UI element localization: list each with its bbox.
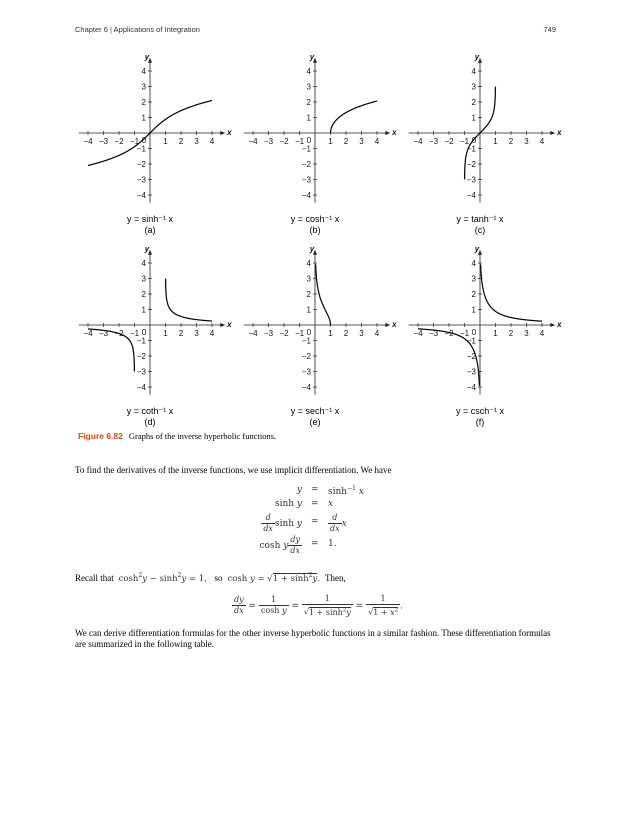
graph-d-y-tick-label: 1 (141, 305, 146, 315)
graph-b-y-tick-label: −1 (301, 144, 311, 154)
graph-f-origin-label: 0 (471, 328, 477, 337)
graph-e-y-tick-label: 4 (306, 259, 311, 268)
graph-d-y-tick-label: −3 (136, 367, 146, 377)
graph-a-x-tick-label: −3 (98, 137, 109, 146)
graph-d-x-arrow (220, 323, 225, 327)
graph-f-y-tick-label: 3 (471, 274, 476, 284)
graph-a-y-name: y (144, 52, 150, 62)
graph-e-x-tick-label: −2 (279, 329, 289, 338)
graph-e-x-tick-label: −1 (294, 329, 305, 338)
graph-b-y-tick-label: −2 (301, 160, 311, 169)
graph-e-y-tick-label: 2 (306, 290, 311, 299)
graph-a-x-tick-label: −1 (129, 137, 140, 146)
graph-f-y-tick-label: −1 (466, 336, 476, 346)
graph-c-x-tick-label: −3 (428, 137, 439, 146)
graph-c-y-name: y (474, 52, 480, 62)
graph-b-x-arrow (385, 131, 390, 135)
graph-e-y-tick-label: −3 (301, 367, 311, 377)
graph-c-x-tick-label: 1 (493, 137, 498, 146)
graph-c-x-arrow (550, 131, 555, 135)
graph-d-y-tick-label: −1 (136, 336, 146, 346)
graph-c-x-tick-label: −2 (444, 137, 454, 146)
graph-e-x-tick-label: 4 (374, 329, 380, 338)
graph-a-y-tick-label: −3 (136, 175, 146, 185)
graph-d-y-tick-label: 3 (141, 274, 146, 284)
graph-f-y-tick-label: −2 (466, 352, 476, 361)
graph-c-y-tick-label: 4 (471, 67, 476, 76)
graph-a-y-tick-label: 2 (141, 98, 146, 107)
graph-a-y-tick-label: −1 (136, 144, 146, 154)
graph-a-y-tick-label: −4 (136, 191, 146, 200)
figure-caption (78, 431, 276, 441)
graph-c-x-tick-label: −1 (459, 137, 470, 146)
graph-c-y-tick-label: −2 (466, 160, 476, 169)
graph-a-x-tick-label: 4 (209, 137, 215, 146)
graph-b-caption: y = cosh⁻¹ x (b) (290, 214, 340, 235)
graph-b-y-tick-label: 3 (306, 82, 311, 92)
graph-c-x-tick-label: 3 (524, 137, 529, 146)
graph-a-origin-label: 0 (141, 136, 147, 145)
graph-f-y-tick-label: −3 (466, 367, 476, 377)
graph-a-x-arrow (220, 131, 225, 135)
graph-e-curve (316, 264, 331, 325)
graph-b-x-tick-label: 2 (343, 137, 349, 146)
graph-b-origin-label: 0 (306, 136, 312, 145)
graph-c-y-tick-label: 2 (471, 98, 476, 107)
graph-f-y-tick-label: 1 (471, 305, 476, 315)
graph-f-x-tick-label: −4 (413, 329, 423, 338)
graph-b-y-tick-label: 2 (306, 98, 311, 107)
graph-b-y-tick-label: −3 (301, 175, 311, 185)
graph-f-caption: y = csch⁻¹ x (f) (455, 406, 504, 427)
graph-f-y-tick-label: 2 (471, 290, 476, 299)
graph-c-origin-label: 0 (471, 136, 477, 145)
graph-e-x-tick-label: −4 (248, 329, 258, 338)
graph-b-x-tick-label: 4 (374, 137, 380, 146)
graph-b-y-tick-label: −4 (301, 191, 311, 200)
graph-c-caption: y = tanh⁻¹ x (c) (456, 214, 504, 235)
page-number: 749 (543, 25, 556, 34)
graph-d-x-tick-label: −2 (114, 329, 124, 338)
graph-b-x-tick-label: −4 (248, 137, 258, 146)
graph-e-x-tick-label: 1 (328, 329, 333, 338)
graph-f-x-tick-label: 4 (539, 329, 545, 338)
graph-a-caption: y = sinh⁻¹ x (a) (126, 214, 173, 235)
graph-f-x-tick-label: 2 (508, 329, 514, 338)
graph-c-x-tick-label: −4 (413, 137, 423, 146)
graph-e-x-tick-label: −3 (263, 329, 274, 338)
graph-e-x-tick-label: 2 (343, 329, 349, 338)
graph-d-origin-label: 0 (141, 328, 147, 337)
graph-b-x-name: x (392, 128, 397, 137)
graph-f-x-tick-label: −2 (444, 329, 454, 338)
graph-a-y-tick-label: 1 (141, 113, 146, 123)
graph-f-y-name: y (474, 244, 480, 254)
graph-a-x-tick-label: −2 (114, 137, 124, 146)
graph-f-y-tick-label: 4 (471, 259, 476, 268)
graph-d-x-tick-label: −3 (98, 329, 109, 338)
derivative-result-equation: $\frac{dy}{dx}$ = $\frac{1}{\text{cosh y}}$ = $\frac{1}{√1 + \sinh^2y}$ = $\frac{1}{√1 + x^2}$ . (234, 594, 403, 617)
graph-c-y-tick-label: −1 (466, 144, 476, 154)
graph-a-x-name: x (227, 128, 232, 137)
graph-f-x-tick-label: 1 (493, 329, 498, 338)
graph-e-caption: y = sech⁻¹ x (e) (290, 406, 340, 427)
graph-d-x-name: x (227, 320, 232, 329)
graph-e-x-arrow (385, 323, 390, 327)
graph-a-x-tick-label: 3 (194, 137, 199, 146)
graph-e-y-tick-label: −4 (301, 383, 311, 392)
graph-a-y-tick-label: 3 (141, 82, 146, 92)
graph-f-x-name: x (557, 320, 562, 329)
closing-paragraph: We can derive differentiation formulas for the other inverse hyperbolic functions in a similar fashion. These differentiation formulas are summarized in the following table. (75, 628, 551, 649)
graph-c-y-tick-label: 1 (471, 113, 476, 123)
graph-e-y-name: y (309, 244, 315, 254)
graph-a-x-tick-label: −4 (83, 137, 93, 146)
running-header-chapter: Chapter 6 | Applications of Integration (75, 25, 200, 34)
graph-e-y-tick-label: 3 (306, 274, 311, 284)
graph-a-x-tick-label: 1 (163, 137, 168, 146)
graph-a-y-tick-label: −2 (136, 160, 146, 169)
graph-e-y-tick-label: −2 (301, 352, 311, 361)
graph-d-y-tick-label: −2 (136, 352, 146, 361)
graph-c-x-tick-label: 4 (539, 137, 545, 146)
graph-d-y-tick-label: 2 (141, 290, 146, 299)
graph-a-y-tick-label: 4 (141, 67, 146, 76)
graph-b-x-tick-label: −2 (279, 137, 289, 146)
graph-b-y-tick-label: 1 (306, 113, 311, 123)
graph-a-x-tick-label: 2 (178, 137, 184, 146)
graph-c-x-tick-label: 2 (508, 137, 514, 146)
graph-d-x-tick-label: −1 (129, 329, 140, 338)
figure-number: Figure 6.82 (78, 431, 123, 441)
graph-c-y-tick-label: −4 (466, 191, 476, 200)
graph-f-x-tick-label: 3 (524, 329, 529, 338)
graph-b-y-tick-label: 4 (306, 67, 311, 76)
graph-d-x-tick-label: −4 (83, 329, 93, 338)
intro-paragraph: To find the derivatives of the inverse functions, we use implicit differentiation. We have (75, 465, 392, 475)
graph-d-x-tick-label: 4 (209, 329, 215, 338)
graph-d-x-tick-label: 2 (178, 329, 184, 338)
figure-caption-text: Graphs of the inverse hyperbolic functions. (128, 431, 277, 441)
graph-f-x-tick-label: −1 (459, 329, 470, 338)
graph-f-x-tick-label: −3 (428, 329, 439, 338)
graph-b-x-tick-label: −1 (294, 137, 305, 146)
graph-e-x-name: x (392, 320, 397, 329)
graph-b-x-tick-label: 1 (328, 137, 333, 146)
graph-d-x-tick-label: 1 (163, 329, 168, 338)
graph-b-x-tick-label: −3 (263, 137, 274, 146)
graph-d-caption: y = coth⁻¹ x (d) (126, 406, 174, 427)
graph-d-y-tick-label: 4 (141, 259, 146, 268)
graph-b-curve (331, 101, 378, 133)
graph-c-y-tick-label: 3 (471, 82, 476, 92)
graph-c-y-tick-label: −3 (466, 175, 476, 185)
graph-f-y-tick-label: −4 (466, 383, 476, 392)
graph-d-x-tick-label: 3 (194, 329, 199, 338)
graph-f-x-arrow (550, 323, 555, 327)
recall-line: Recall that $\cosh^2y - \sinh^2y = 1$, so $\cosh y = √1 + \sinh^2y$. Then, (75, 572, 346, 584)
graph-e-x-tick-label: 3 (359, 329, 364, 338)
graph-e-origin-label: 0 (306, 328, 312, 337)
graph-d-y-tick-label: −4 (136, 383, 146, 392)
graph-c-x-name: x (557, 128, 562, 137)
graph-d-y-name: y (144, 244, 150, 254)
graph-e-y-tick-label: −1 (301, 336, 311, 346)
graph-b-y-name: y (309, 52, 315, 62)
graph-b-x-tick-label: 3 (359, 137, 364, 146)
graph-e-y-tick-label: 1 (306, 305, 311, 315)
